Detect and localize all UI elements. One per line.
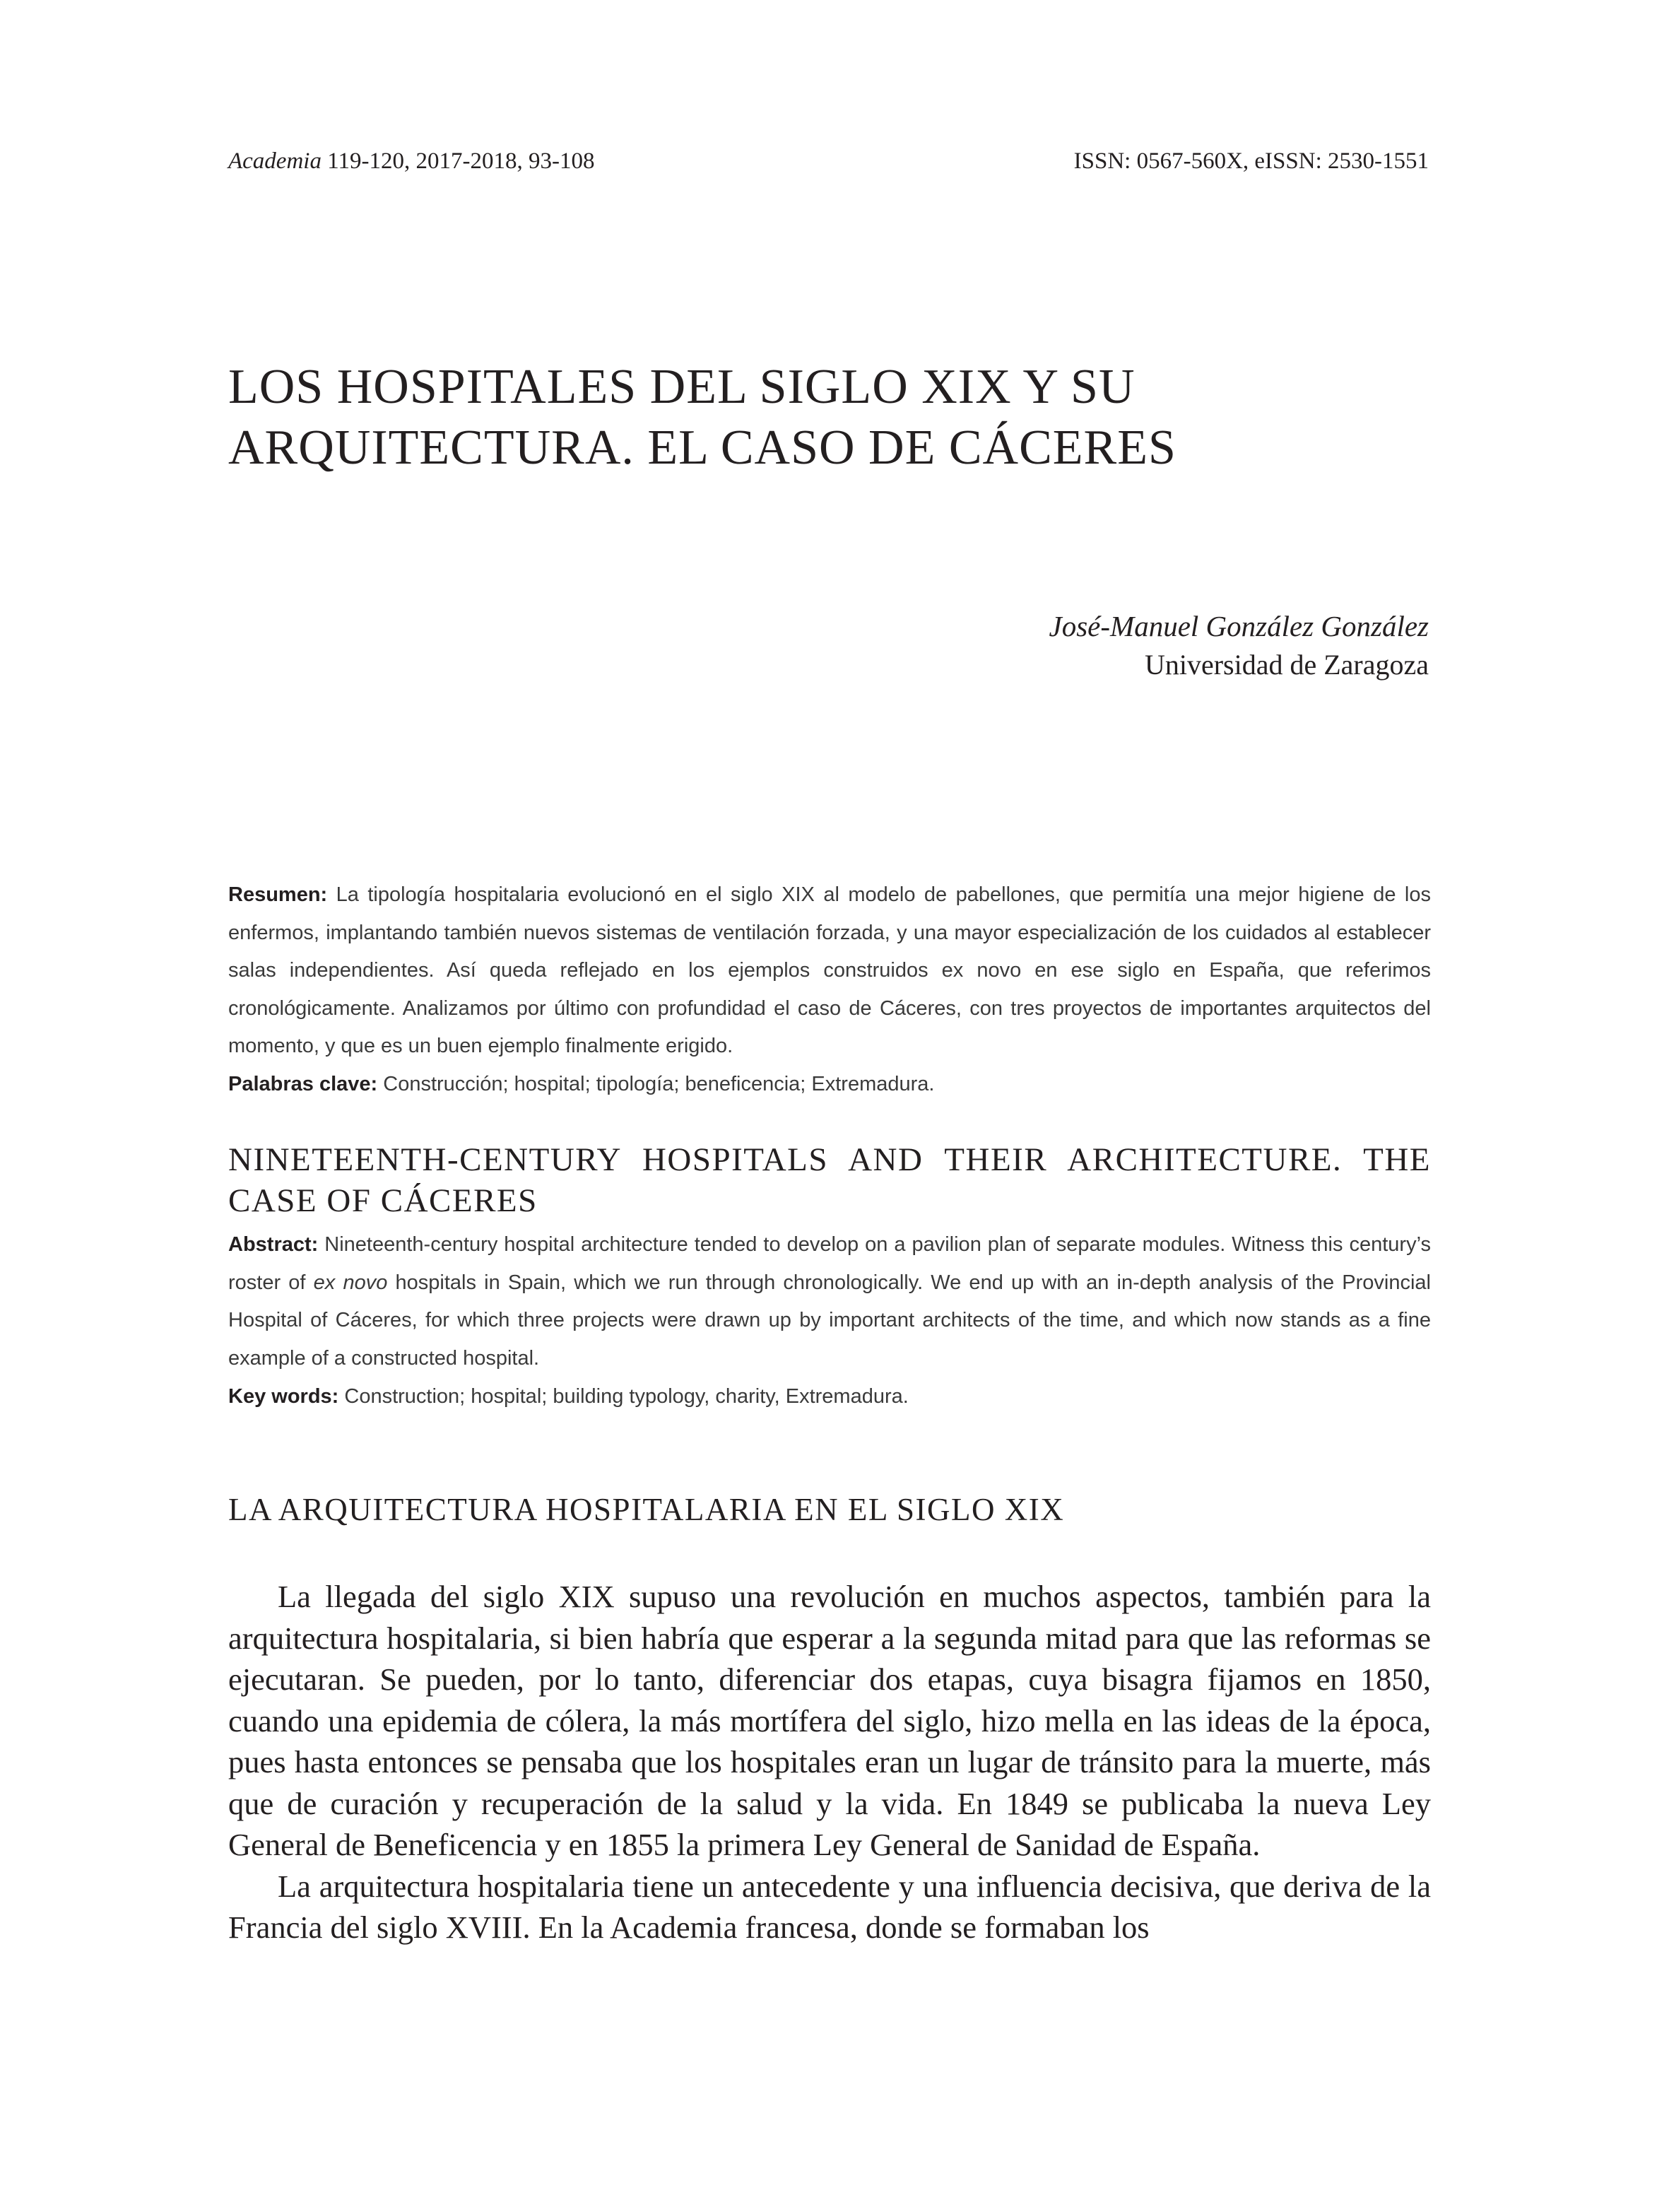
author-name: José-Manuel González González [1049, 610, 1429, 642]
abstract-en-text-2: hospitals in Spain, which we run through chronologically. We end up with an in-depth analysis of the Provincial Hospital of Cáceres, for which three projects were drawn up by important architects of the time, and which now stands as a fine example of a constructed hospital. [228, 1271, 1432, 1370]
keywords-en-label: Key words: [228, 1385, 339, 1408]
abstract-es-text: La tipología hospitalaria evolucionó en el siglo XIX al modelo de pabellones, que permitía una mejor higiene de los enfermos, implantando también nuevos sistemas de ventilación forzada, y una mayor especialización de los cuidados al establecer salas independientes. Así queda reflejado en los ejemplos construidos ex novo en ese siglo en España, que referimos cronológicamente. Analizamos por último con profundidad el caso de Cáceres, con tres proyectos de importantes arquitectos del momento, y que es un buen ejemplo finalmente erigido. [228, 883, 1431, 1057]
journal-details: 119-120, 2017-2018, 93-108 [321, 148, 595, 174]
article-title: LOS HOSPITALES DEL SIGLO XIX Y SU ARQUITECTURA. EL CASO DE CÁCERES [228, 360, 1176, 475]
keywords-es-label: Palabras clave: [228, 1073, 378, 1095]
running-header-citation [228, 148, 594, 175]
abstract-spanish [228, 876, 1431, 1066]
abstract-en-label: Abstract: [228, 1233, 319, 1256]
keywords-en-text: Construction; hospital; building typology, charity, Extremadura. [338, 1385, 909, 1408]
running-header-issn: ISSN: 0567-560X, eISSN: 2530-1551 [1073, 148, 1429, 174]
abstract-en-text-1: Nineteenth-century hospital architecture tended to develop on a pavilion plan of separate modules. Witness this century’s roster of [228, 1233, 1431, 1294]
journal-name: Academia [228, 148, 322, 174]
author-affiliation: Universidad de Zaragoza [1144, 649, 1429, 681]
keywords-spanish [228, 1066, 1431, 1104]
keywords-english [228, 1378, 1431, 1416]
abstract-es-label: Resumen: [228, 883, 328, 906]
section-heading: LA ARQUITECTURA HOSPITALARIA EN EL SIGLO XIX [228, 1492, 1065, 1527]
abstract-english [228, 1226, 1431, 1377]
keywords-es-text: Construcción; hospital; tipología; beneficencia; Extremadura. [377, 1073, 935, 1095]
abstract-en-italic: ex novo [313, 1271, 388, 1294]
body-text [228, 1576, 1431, 1948]
english-title: NINETEENTH-CENTURY HOSPITALS AND THEIR ARCHITECTURE. THE CASE OF CÁCERES [228, 1141, 1431, 1219]
body-paragraph: La arquitectura hospitalaria tiene un antecedente y una influencia decisiva, que deriva de la Francia del siglo XVIII. En la Academia francesa, donde se formaban los [228, 1868, 1431, 1945]
body-paragraph: La llegada del siglo XIX supuso una revolución en muchos aspectos, también para la arquitectura hospitalaria, si bien habría que esperar a la segunda mitad para que las reformas se ejecutaran. Se pueden, por lo tanto, diferenciar dos etapas, cuya bisagra fijamos en 1850, cuando una epidemia de cólera, la más mortífera del siglo, hizo mella en las ideas de la época, pues hasta entonces se pensaba que los hospitales eran un lugar de tránsito para la muerte, más que de curación y recuperación de la salud y la vida. En 1849 se publicaba la nueva Ley General de Beneficencia y en 1855 la primera Ley General de Sanidad de España. [228, 1579, 1431, 1862]
